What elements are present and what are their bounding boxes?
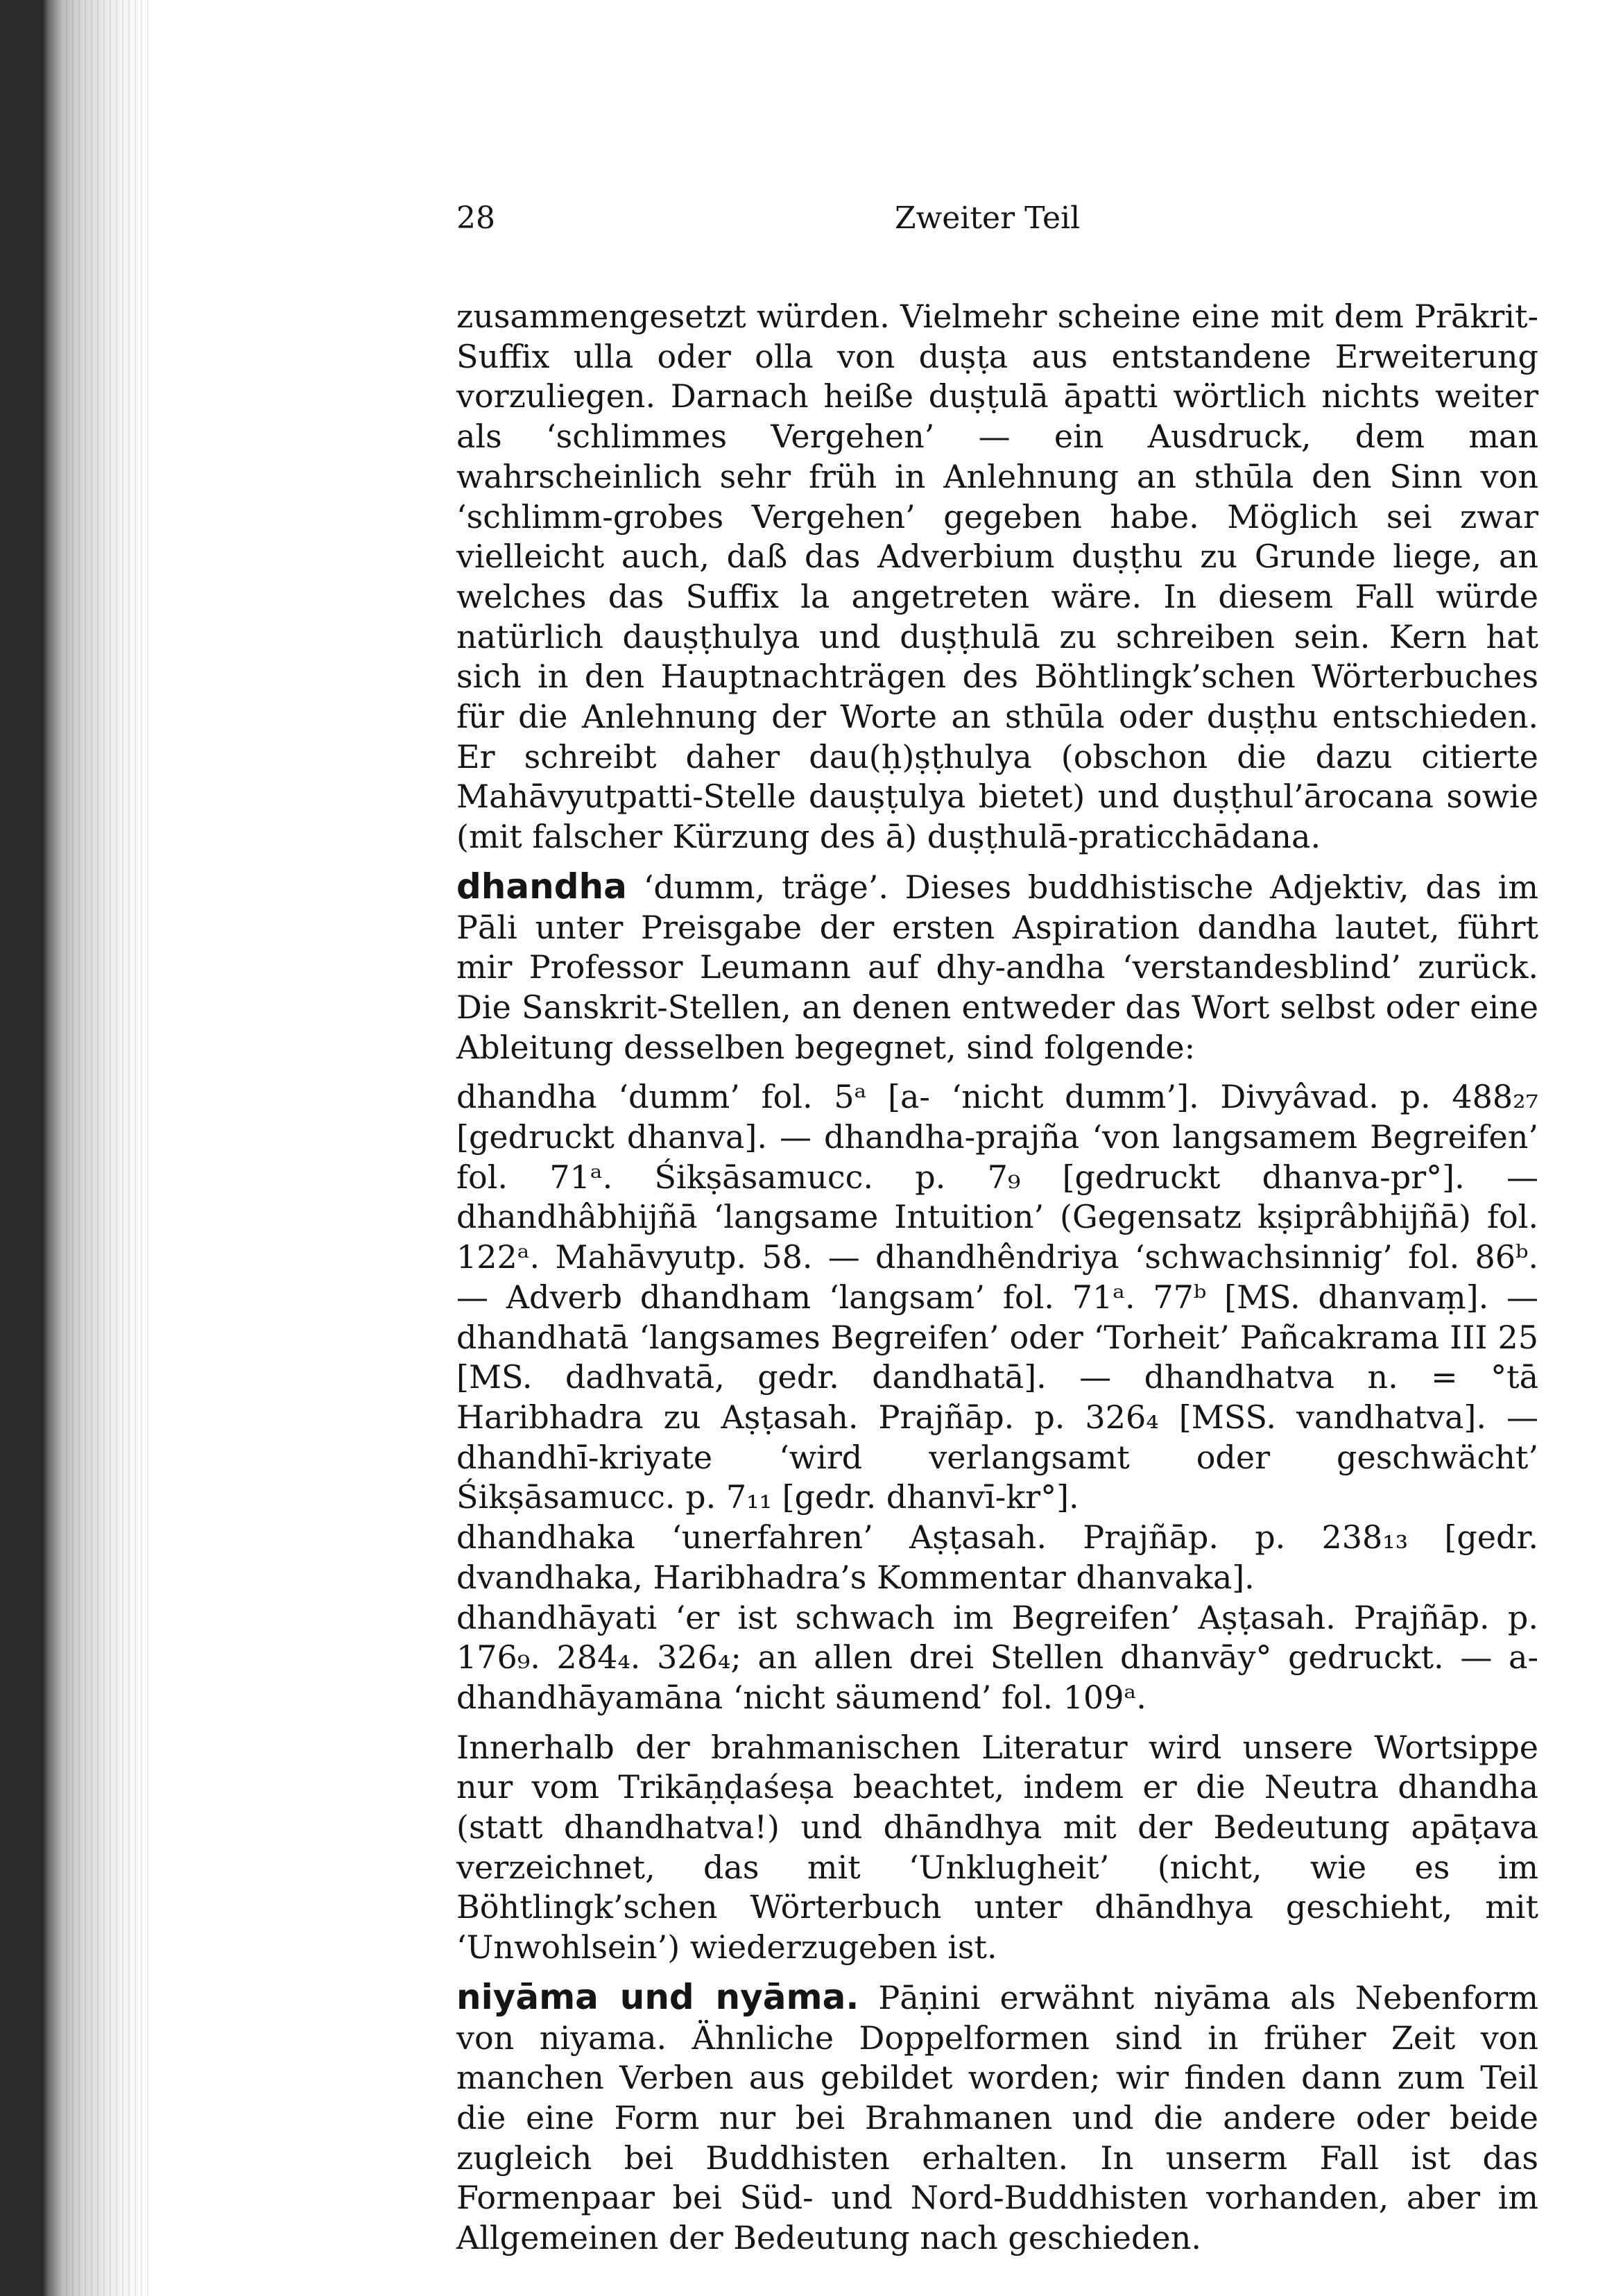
paragraph-text: zusammengesetzt würden. Vielmehr scheine eine mit dem Prākrit-Suffix ulla oder olla von duṣṭa aus entstandene Erweiterung vorzuliegen. Darnach heiße duṣṭulā āpatti wörtlich nichts weiter als ‘schlimmes Vergehen’ — ein Ausdruck, dem man wahrscheinlich sehr früh in Anlehnung an sthūla den Sinn von ‘schlimm-grobes Vergehen’ gegeben habe. Möglich sei zwar vielleicht auch, daß das Adverbium duṣṭhu zu Grunde liege, an welches das Suffix la angetreten wäre. In diesem Fall würde natürlich dauṣṭhulya und duṣṭhulā zu schreiben sein. Kern hat sich in den Hauptnachträgen des Böhtlingk’schen Wörterbuches für die Anlehnung der Worte an sthūla oder duṣṭhu entschieden. Er schreibt daher dau(ḥ)ṣṭhulya (obschon die dazu citierte Mahāvyutpatti-Stelle dauṣṭulya bietet) und duṣṭhul’ārocana sowie (mit falscher Kürzung des ā) duṣṭhulā-praticchādana. [456, 298, 1538, 856]
paragraph [456, 1518, 1538, 1597]
paragraph [456, 1728, 1538, 1968]
entry-headword: niyāma und nyāma. [456, 1976, 859, 2017]
paragraph [456, 1598, 1538, 1718]
entry-niyama [456, 1978, 1538, 2259]
paragraph [456, 1077, 1538, 1518]
paragraph-text: ‘dumm, träge’. Dieses buddhistische Adjektiv, das im Pāli unter Preisgabe der ersten Aspiration dandha lautet, führt mir Professor Leumann auf dhy-andha ‘verstandesblind’ zurück. Die Sanskrit-Stellen, an denen entweder das Wort selbst oder eine Ableitung desselben begegnet, sind folgende: [456, 868, 1538, 1066]
running-head: Zweiter Teil [895, 200, 1081, 236]
paragraph-text: Innerhalb der brahmanischen Literatur wird unsere Wortsippe nur vom Trikāṇḍaśeṣa beachtet, indem er die Neutra dhandha (statt dhandhatva!) und dhāndhya mit der Bedeutung apāṭava verzeichnet, das mit ‘Unklugheit’ (nicht, wie es im Böhtlingk’schen Wörterbuch unter dhāndhya geschieht, mit ‘Unwohlsein’) wiederzugeben ist. [456, 1728, 1538, 1967]
paragraph [456, 297, 1538, 857]
paragraph-text: dhandhāyati ‘er ist schwach im Begreifen’ Aṣṭasah. Prajñāp. p. 176₉. 284₄. 326₄; an allen drei Stellen dhanvāy° gedruckt. — a-dhandhāyamāna ‘nicht säumend’ fol. 109ᵃ. [456, 1598, 1538, 1716]
entry-dhandha [456, 867, 1538, 1068]
book-page [456, 198, 1538, 2259]
paragraph-text: dhandha ‘dumm’ fol. 5ᵃ [a- ‘nicht dumm’]. Divyâvad. p. 488₂₇ [gedruckt dhanva]. — dhandha-prajña ‘von langsamem Begreifen’ fol. 71ᵃ. Śikṣāsamucc. p. 7₉ [gedruckt dhanva-pr°]. — dhandhâbhijñā ‘langsame Intuition’ (Gegensatz kṣiprâbhijñā) fol. 122ᵃ. Mahāvyutp. 58. — dhandhêndriya ‘schwachsinnig’ fol. 86ᵇ. — Adverb dhandham ‘langsam’ fol. 71ᵃ. 77ᵇ [MS. dhanvaṃ]. — dhandhatā ‘langsames Begreifen’ oder ‘Torheit’ Pañcakrama III 25 [MS. dadhvatā, gedr. dandhatā]. — dhandhatva n. = °tā Haribhadra zu Aṣṭasah. Prajñāp. p. 326₄ [MSS. vandhatva]. — dhandhī-kriyate ‘wird verlangsamt oder geschwächt’ Śikṣāsamucc. p. 7₁₁ [gedr. dhanvī-kr°]. [456, 1078, 1538, 1516]
page-header [456, 198, 1538, 244]
paragraph-text: Pāṇini erwähnt niyāma als Nebenform von niyama. Ähnliche Doppelformen sind in früher Zeit von manchen Verben aus gebildet worden; wir finden dann zum Teil die eine Form nur bei Brahmanen und die andere oder beide zugleich bei Buddhisten erhalten. In unserm Fall ist das Formenpaar bei Süd- und Nord-Buddhisten vorhanden, aber im Allgemeinen der Bedeutung nach geschieden. [456, 1978, 1539, 2257]
paragraph-text: dhandhaka ‘unerfahren’ Aṣṭasah. Prajñāp. p. 238₁₃ [gedr. dvandhaka, Haribhadra’s Kommentar dhanvaka]. [456, 1518, 1538, 1596]
entry-headword: dhandha [456, 866, 627, 907]
page-number: 28 [456, 200, 495, 236]
book-binding-edge [0, 0, 149, 2296]
